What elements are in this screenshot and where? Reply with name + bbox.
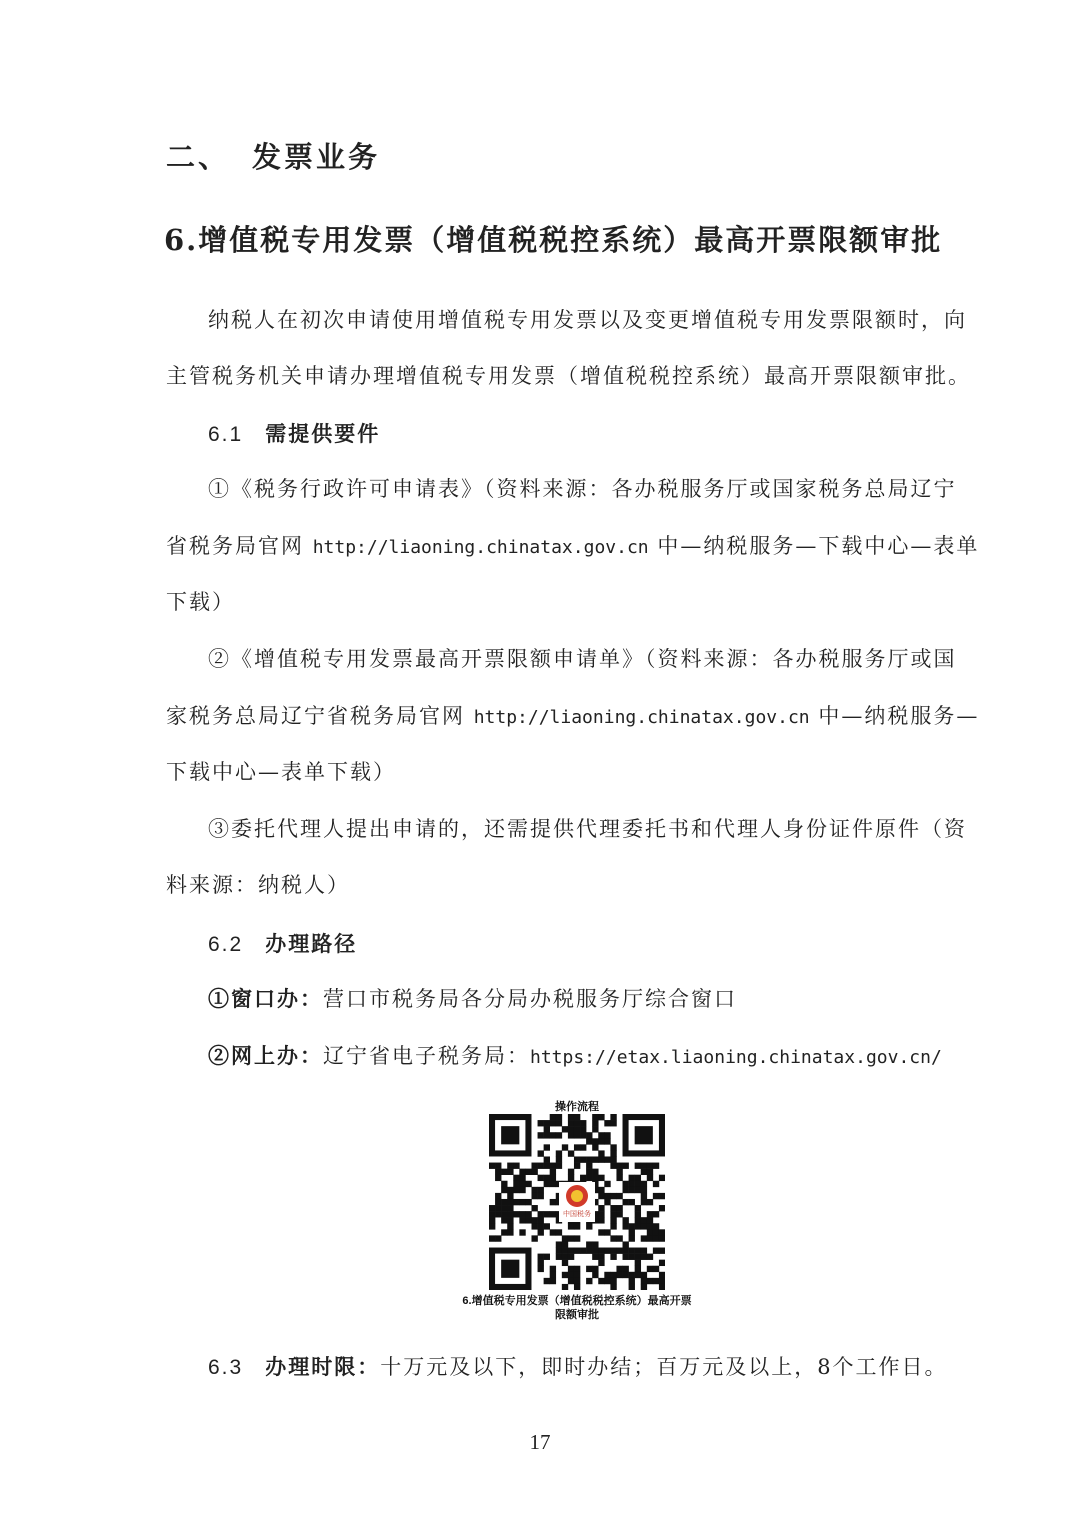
section-number: 二、 (166, 140, 231, 174)
intro-line-2: 主管税务机关申请办理增值税专用发票（增值税税控系统）最高开票限额审批。 (166, 364, 971, 388)
time-limit-label: 办理时限： (265, 1354, 381, 1379)
window-text: 营口市税务局各分局办税服务厅综合窗口 (323, 987, 737, 1011)
tax-emblem-icon (559, 1182, 595, 1222)
qr-code[interactable] (489, 1114, 665, 1290)
online-label: ②网上办： (208, 1043, 323, 1068)
section-title: 发票业务 (252, 140, 381, 174)
subsection-title: 需提供要件 (265, 421, 381, 446)
subsection-6-2 (208, 928, 357, 958)
qr-caption-top: 操作流程 (555, 1101, 599, 1113)
requirement-3-line-1: ③委托代理人提出申请的，还需提供代理委托书和代理人身份证件原件（资 (208, 817, 967, 841)
requirement-2-line-2: 家税务总局辽宁省税务局官网 http://liaoning.chinatax.gov.cn 中—纳税服务— (166, 704, 980, 728)
subsection-6-1 (208, 418, 380, 448)
subsection-number: 6.1 (208, 423, 244, 446)
requirement-3-line-2: 料来源：纳税人） (166, 873, 350, 897)
page-number: 17 (529, 1430, 551, 1454)
window-label: ①窗口办： (208, 986, 323, 1011)
requirement-2-line-3: 下载中心—表单下载） (166, 760, 396, 784)
requirement-1-line-1: ①《税务行政许可申请表》（资料来源：各办税服务厅或国家税务总局辽宁 (208, 477, 957, 501)
online-service-line (208, 1041, 942, 1073)
subsection-6-3 (208, 1352, 948, 1383)
section-heading (166, 135, 380, 176)
svg-text:中国税务: 中国税务 (563, 1210, 591, 1218)
online-text: 辽宁省电子税务局： (323, 1044, 530, 1068)
qr-code-block (462, 1098, 692, 1322)
item-title: 6.增值税专用发票（增值税税控系统）最高开票限额审批 (164, 223, 943, 257)
etax-link[interactable]: https://etax.liaoning.chinatax.gov.cn/ (530, 1047, 942, 1068)
website-link[interactable]: http://liaoning.chinatax.gov.cn (312, 537, 649, 558)
subsection-title: 办理路径 (265, 931, 358, 956)
requirement-1-line-3: 下载） (166, 590, 235, 614)
requirement-1-line-2: 省税务局官网 http://liaoning.chinatax.gov.cn 中—纳税服务—下载中心—表单 (166, 534, 980, 558)
website-link[interactable]: http://liaoning.chinatax.gov.cn (473, 707, 810, 728)
subsection-number: 6.2 (208, 933, 244, 956)
time-limit-text: 十万元及以下，即时办结；百万元及以上，8个工作日。 (380, 1355, 948, 1379)
intro-line-1: 纳税人在初次申请使用增值税专用发票以及变更增值税专用发票限额时，向 (208, 308, 967, 332)
window-service-line (208, 984, 737, 1014)
requirement-2-line-1: ②《增值税专用发票最高开票限额申请单》（资料来源：各办税服务厅或国 (208, 647, 957, 671)
qr-caption-bottom: 6.增值税专用发票（增值税税控系统）最高开票限额审批 (462, 1295, 692, 1321)
subsection-number: 6.3 (208, 1356, 244, 1379)
